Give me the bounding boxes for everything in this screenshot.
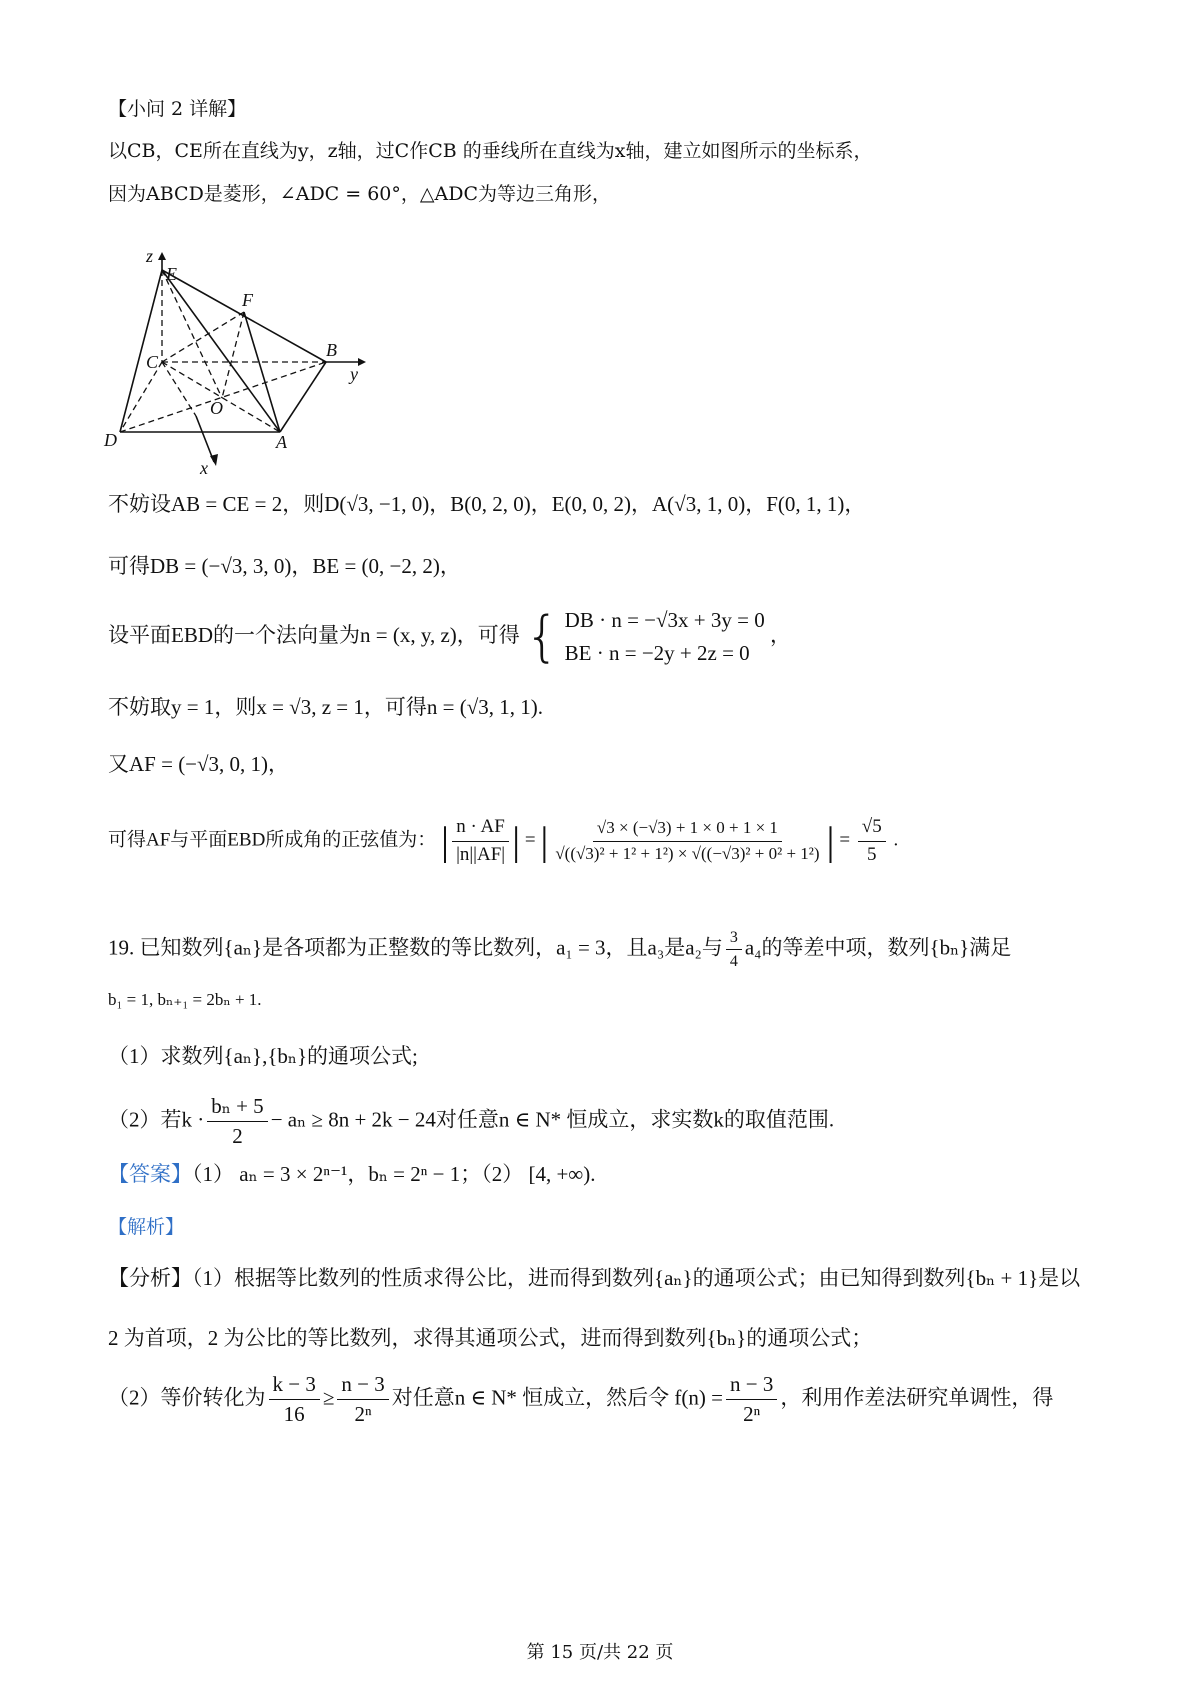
- label-D: D: [104, 430, 117, 450]
- text-line-AF: 又AF = (−√3, 0, 1)，: [108, 752, 290, 776]
- y-axis-arrow: [358, 358, 366, 366]
- analysis-line-2: 2 为首项，2 为公比的等比数列，求得其通项公式，进而得到数列{bₙ}的通项公式；: [108, 1326, 873, 1350]
- text-line-normal-vector: 设平面EBD的一个法向量为n = (x, y, z)，可得 { DB · n = −√3x + 3y = 0 BE · n = −2y + 2z = 0 ，: [108, 605, 791, 669]
- answer-label: 【答案】: [108, 1162, 192, 1186]
- geometry-figure: [100, 250, 380, 480]
- label-x: x: [200, 458, 208, 478]
- analysis-line-1: 【分析】（1）根据等比数列的性质求得公比，进而得到数列{aₙ}的通项公式；由已知得到数列{bₙ + 1}是以: [108, 1266, 1081, 1290]
- label-A: A: [276, 432, 287, 452]
- analysis-line-3: （2）等价转化为 $\frac{k - 3}{16}$ ≥ $\frac{n - 3}{\text{2ⁿ}}$ 对任意n ∈ N* 恒成立，然后令 f(n) = $\frac{n - 3}{\text{2ⁿ}}$ ，利用作差法研究单调性，得: [108, 1372, 1054, 1427]
- label-F: F: [242, 290, 253, 310]
- edge-ED: [120, 270, 162, 432]
- analysis-label: 【解析】: [108, 1216, 185, 1238]
- text-line-axes: 以CB，CE所在直线为y，z轴，过C作CB 的垂线所在直线为x轴，建立如图所示的坐标系，: [108, 140, 873, 162]
- text-line-normal-result: 不妨取y = 1，则x = √3, z = 1，可得n = (√3, 1, 1).: [108, 695, 543, 719]
- text-line-rhombus: 因为ABCD是菱形，∠ADC = 60°，△ADC为等边三角形，: [108, 183, 611, 205]
- equation-2: BE · n = −2y + 2z = 0: [564, 641, 750, 666]
- label-C: C: [146, 352, 159, 372]
- question-19-part2: （2）若k · $\frac{\text{bₙ + 5}}{2}$ − aₙ ≥ 8n + 2k − 24对任意n ∈ N* 恒成立，求实数k的取值范围.: [108, 1094, 835, 1149]
- edge-EB: [162, 270, 326, 362]
- answer-line: 【答案】（1） aₙ = 3 × 2ⁿ⁻¹，bₙ = 2ⁿ − 1；（2） [4, +∞).: [108, 1162, 596, 1186]
- text-line-sine: 可得AF与平面EBD所成角的正弦值为： | $\frac{n \cdot AF}{|n||AF|}$ | = | $\frac{√3 \times (-√3) + 1 \times 0 + 1 \times 1}{\text{√((√3)² + 1² + 1²) × √((−√3)² + 0² + 1²)}}$ | = $\frac{√5}{5}$ .: [108, 816, 899, 865]
- x-axis-arrow: [210, 454, 218, 466]
- subquestion-heading: 【小问 2 详解】: [108, 98, 247, 120]
- label-z: z: [146, 250, 154, 266]
- question-19-part1: （1）求数列{aₙ},{bₙ}的通项公式;: [108, 1044, 418, 1068]
- z-axis-arrow: [158, 252, 166, 260]
- label-O: O: [210, 398, 223, 418]
- text-line-coordinates: 不妨设AB = CE = 2，则D(√3, −1, 0)，B(0, 2, 0)，E(0, 0, 2)，A(√3, 1, 0)，F(0, 1, 1)，: [108, 492, 866, 516]
- question-19-stem: 19. 已知数列{aₙ}是各项都为正整数的等比数列，a₁ = 3，且a₃是a₂与 $\frac{3}{4}$ a₄的等差中项，数列{bₙ}满足: [108, 929, 1012, 971]
- text-line-vectors: 可得DB = (−√3, 3, 0)，BE = (0, −2, 2)，: [108, 554, 461, 578]
- label-y: y: [350, 364, 358, 384]
- equation-1: DB · n = −√3x + 3y = 0: [564, 608, 765, 632]
- label-B: B: [326, 340, 337, 360]
- x-axis: [196, 416, 214, 462]
- page-footer: 第 15 页/共 22 页: [526, 1642, 674, 1663]
- question-19-condition: b₁ = 1, bₙ₊₁ = 2bₙ + 1.: [108, 990, 262, 1009]
- edge-AB: [280, 362, 326, 432]
- label-E: E: [166, 264, 177, 284]
